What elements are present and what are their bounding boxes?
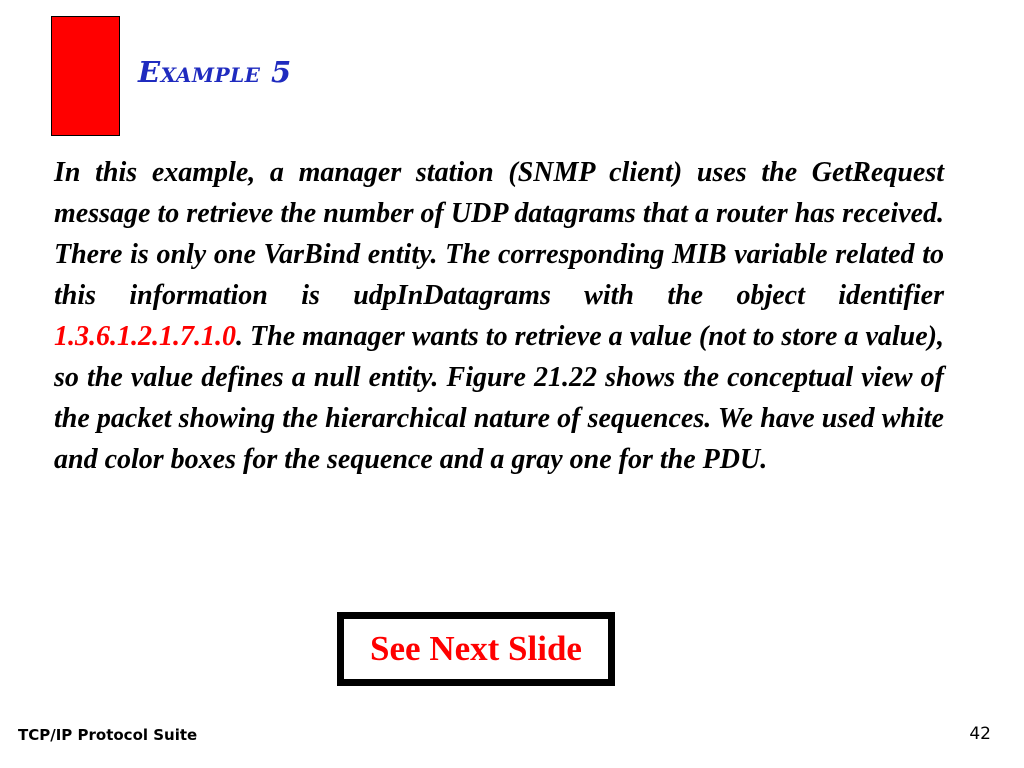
body-text-after: . The manager wants to retrieve a value (not to store a value), so the value defines a null entity. Figure 21.22 shows the conceptual view of the packet showing the hierarchical nature of sequences. We have used white and color boxes for the sequence and a gray one for the PDU. bbox=[54, 321, 944, 475]
body-text-before: In this example, a manager station (SNMP client) uses the GetRequest message to retrieve the number of UDP datagrams that a router has received. There is only one VarBind entity. The corresponding MIB variable related to this information is udpInDatagrams with the object identifier bbox=[54, 157, 944, 311]
page-number: 42 bbox=[969, 724, 991, 744]
red-accent-block bbox=[51, 16, 120, 136]
footer-course-title: TCP/IP Protocol Suite bbox=[18, 726, 198, 744]
body-paragraph bbox=[54, 152, 944, 480]
slide-title: Example 5 bbox=[138, 55, 292, 89]
see-next-slide-label: See Next Slide bbox=[370, 629, 582, 668]
see-next-slide-box bbox=[337, 612, 615, 686]
object-identifier: 1.3.6.1.2.1.7.1.0 bbox=[54, 321, 236, 352]
